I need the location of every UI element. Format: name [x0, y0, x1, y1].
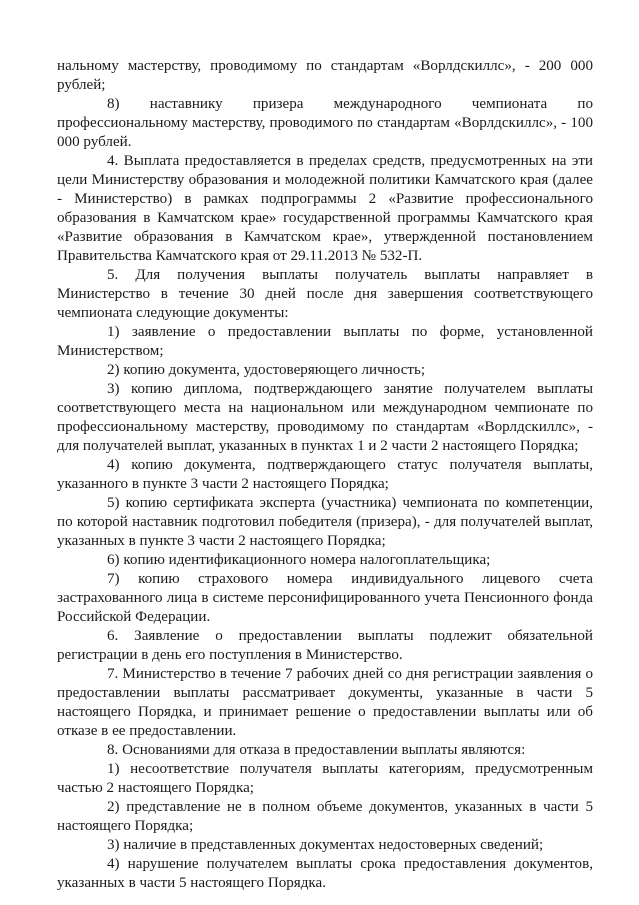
paragraph-doc-item-5: 5) копию сертификата эксперта (участника) чемпионата по компетенции, по которой наставник подготовил победителя (призера), - для получателей выплат, указанных в пункте 3 части 2 настоящего Порядка; — [57, 495, 593, 549]
paragraph-doc-item-7: 7) копию страхового номера индивидуального лицевого счета застрахованного лица в системе персонифицированного учета Пенсионного фонда Российской Федерации. — [57, 571, 593, 625]
paragraph-refusal-item-4: 4) нарушение получателем выплаты срока предоставления документов, указанных в части 5 настоящего Порядка. — [57, 856, 593, 891]
paragraph-continuation: нальному мастерству, проводимому по стандартам «Ворлдскиллс», - 200 000 рублей; — [57, 58, 593, 93]
paragraph-doc-item-4: 4) копию документа, подтверждающего статус получателя выплаты, указанного в пункте 3 части 2 настоящего Порядка; — [57, 457, 593, 492]
paragraph-item-8: 8) наставнику призера международного чемпионата по профессиональному мастерству, проводимого по стандартам «Ворлдскиллс», - 100 000 рублей. — [57, 96, 593, 150]
paragraph-doc-item-6: 6) копию идентификационного номера налогоплательщика; — [107, 552, 491, 568]
paragraph-section-6: 6. Заявление о предоставлении выплаты подлежит обязательной регистрации в день его поступления в Министерство. — [57, 628, 593, 663]
document-body — [57, 57, 593, 893]
paragraph-section-4: 4. Выплата предоставляется в пределах средств, предусмотренных на эти цели Министерству образования и молодежной политики Камчатского края (далее - Министерство) в рамках подпрограммы 2 «Развитие профессионального образования в Камчатском крае» государственной программы Камчатского края «Развитие образования в Камчатском крае», утвержденной постановлением Правительства Камчатского края от 29.11.2013 № 532-П. — [57, 153, 593, 264]
paragraph-refusal-item-1: 1) несоответствие получателя выплаты категориям, предусмотренным частью 2 настоящего Порядка; — [57, 761, 593, 796]
paragraph-refusal-item-3: 3) наличие в представленных документах недостоверных сведений; — [107, 837, 544, 853]
paragraph-section-5: 5. Для получения выплаты получатель выплаты направляет в Министерство в течение 30 дней после дня завершения соответствующего чемпионата следующие документы: — [57, 267, 593, 321]
paragraph-section-8: 8. Основаниями для отказа в предоставлении выплаты являются: — [107, 742, 526, 758]
paragraph-doc-item-3: 3) копию диплома, подтверждающего занятие получателем выплаты соответствующего места на национальном или международном чемпионате по профессиональному мастерству, проводимому по стандартам «Ворлдскиллс», - для получателей выплат, указанных в пунктах 1 и 2 части 2 настоящего Порядка; — [57, 381, 593, 454]
paragraph-doc-item-2: 2) копию документа, удостоверяющего личность; — [107, 362, 426, 378]
paragraph-section-7: 7. Министерство в течение 7 рабочих дней со дня регистрации заявления о предоставлении выплаты рассматривает документы, указанные в части 5 настоящего Порядка, и принимает решение о предоставлении выплаты или об отказе в ее предоставлении. — [57, 666, 593, 739]
paragraph-doc-item-1: 1) заявление о предоставлении выплаты по форме, установленной Министерством; — [57, 324, 593, 359]
paragraph-refusal-item-2: 2) представление не в полном объеме документов, указанных в части 5 настоящего Порядка; — [57, 799, 593, 834]
